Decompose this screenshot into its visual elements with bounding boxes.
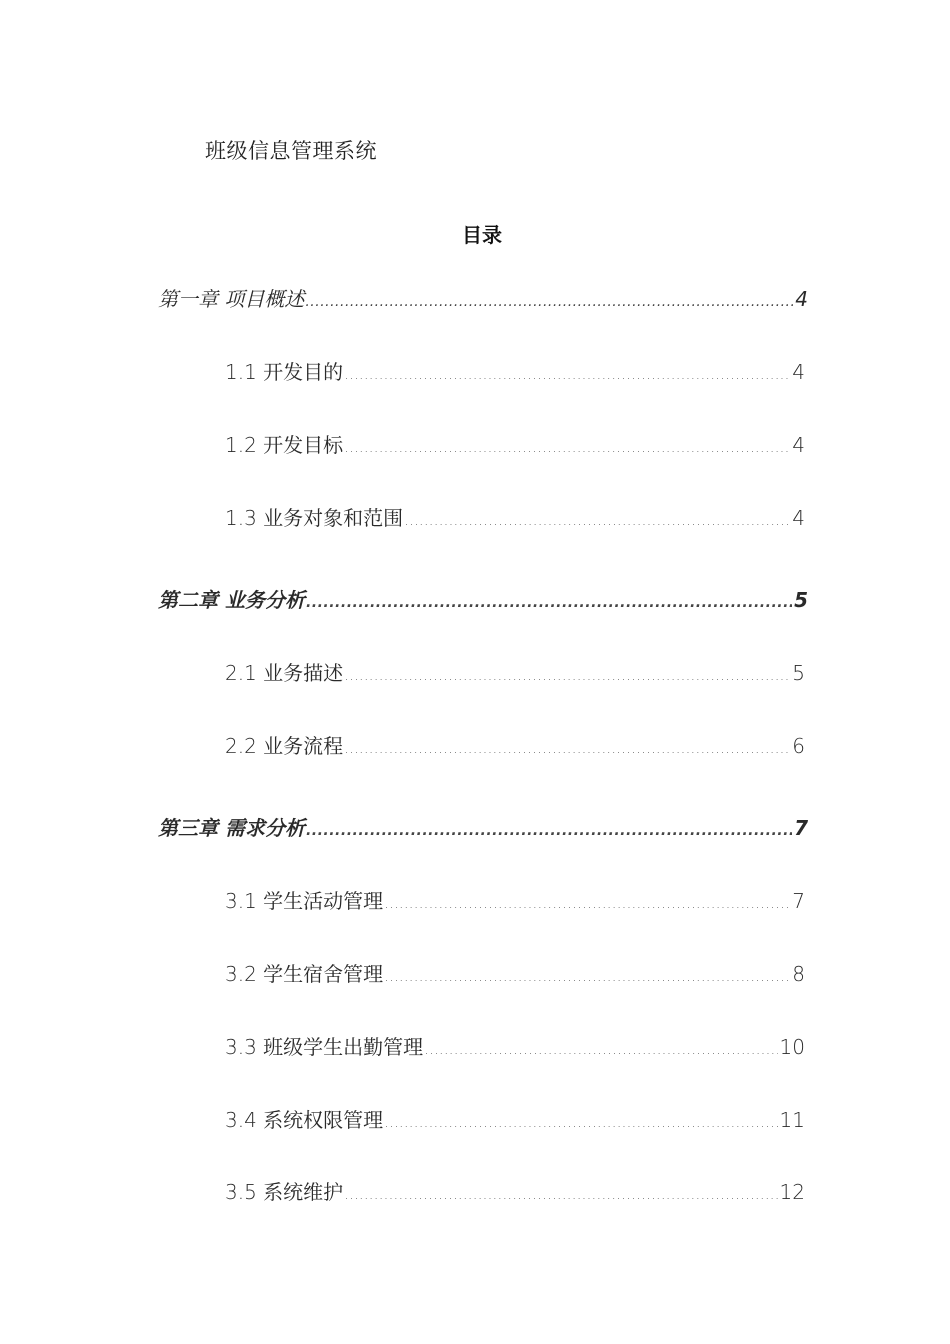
toc-entry-section-3-5[interactable] <box>225 1177 805 1210</box>
toc-page-number: 5 <box>792 661 805 685</box>
toc-dot-leader <box>344 734 790 764</box>
toc-entry-label: 2.2 业务流程 <box>225 734 344 758</box>
toc-entry-section-3-1[interactable] <box>225 886 805 919</box>
toc-page-number: 4 <box>792 506 805 530</box>
toc-heading: 目录 <box>462 223 502 247</box>
toc-entry-chapter-3[interactable] <box>158 813 808 846</box>
toc-page-number: 7 <box>794 816 808 840</box>
toc-page-number: 7 <box>792 889 805 913</box>
toc-entry-chapter-1[interactable] <box>158 284 808 317</box>
toc-entry-section-2-1[interactable] <box>225 658 805 691</box>
toc-entry-label: 2.1 业务描述 <box>225 661 344 685</box>
toc-dot-leader <box>404 506 790 536</box>
toc-entry-label: 第三章 需求分析 <box>158 816 305 840</box>
toc-page-number: 12 <box>779 1180 805 1204</box>
toc-dot-leader <box>344 661 790 691</box>
toc-dot-leader <box>344 1180 777 1210</box>
toc-page-number: 11 <box>779 1108 805 1132</box>
toc-dot-leader <box>306 588 792 618</box>
toc-dot-leader <box>306 816 792 846</box>
toc-dot-leader <box>344 360 790 390</box>
toc-dot-leader <box>384 889 790 919</box>
toc-page-number: 10 <box>779 1035 805 1059</box>
toc-entry-section-1-2[interactable] <box>225 430 805 463</box>
toc-dot-leader <box>344 433 790 463</box>
toc-page-number: 6 <box>792 734 805 758</box>
toc-dot-leader <box>305 287 793 317</box>
toc-dot-leader <box>384 962 790 992</box>
toc-entry-label: 1.1 开发目的 <box>225 360 344 384</box>
toc-entry-label: 1.2 开发目标 <box>225 433 344 457</box>
toc-entry-label: 3.4 系统权限管理 <box>225 1108 384 1132</box>
toc-dot-leader <box>384 1108 777 1138</box>
toc-page-number: 5 <box>794 588 808 612</box>
toc-entry-section-2-2[interactable] <box>225 731 805 764</box>
toc-entry-label: 3.3 班级学生出勤管理 <box>225 1035 424 1059</box>
toc-entry-label: 3.1 学生活动管理 <box>225 889 384 913</box>
toc-entry-section-3-2[interactable] <box>225 959 805 992</box>
toc-page-number: 4 <box>792 360 805 384</box>
toc-page-number: 4 <box>795 287 808 311</box>
toc-entry-section-3-4[interactable] <box>225 1105 805 1138</box>
toc-entry-label: 3.5 系统维护 <box>225 1180 344 1204</box>
toc-entry-label: 第一章 项目概述 <box>158 287 305 311</box>
toc-page-number: 4 <box>792 433 805 457</box>
toc-entry-section-3-3[interactable] <box>225 1032 805 1065</box>
toc-page-number: 8 <box>792 962 805 986</box>
toc-entry-label: 1.3 业务对象和范围 <box>225 506 404 530</box>
toc-entry-section-1-3[interactable] <box>225 503 805 536</box>
toc-entry-chapter-2[interactable] <box>158 585 808 618</box>
toc-entry-label: 3.2 学生宿舍管理 <box>225 962 384 986</box>
toc-entry-label: 第二章 业务分析 <box>158 588 305 612</box>
document-title: 班级信息管理系统 <box>205 139 377 163</box>
toc-entry-section-1-1[interactable] <box>225 357 805 390</box>
toc-dot-leader <box>424 1035 777 1065</box>
